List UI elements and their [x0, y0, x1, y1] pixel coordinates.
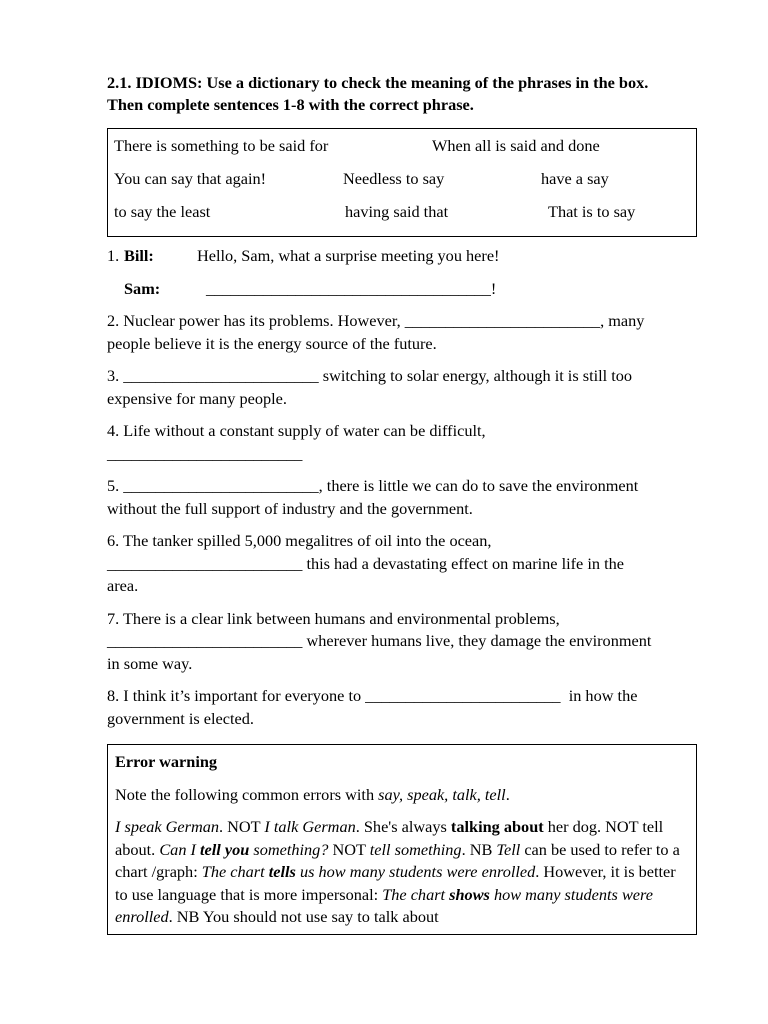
bill-line: Hello, Sam, what a surprise meeting you here! — [197, 246, 500, 265]
example-text: tells — [268, 862, 296, 881]
answer-blank[interactable]: ___________________________________! — [206, 279, 497, 298]
example-text: . NB — [461, 839, 497, 859]
example-text: NOT — [328, 839, 370, 859]
title-line-2: Then complete sentences 1-8 with the correct phrase. — [107, 95, 474, 114]
question-line: people believe it is the energy source of the future. — [107, 333, 437, 353]
question-4 — [107, 420, 697, 465]
question-line: 5. ________________________, there is little we can do to save the environment — [107, 476, 639, 495]
question-line: in some way. — [107, 653, 193, 673]
example-text: shows — [449, 884, 490, 904]
question-line: 3. ________________________ switching to solar energy, although it is still too — [107, 366, 633, 385]
question-line: government is elected. — [107, 708, 254, 728]
question-line: 8. I think it’s important for everyone to ________________________ in how the — [107, 686, 638, 705]
title-line-1: 2.1. IDIOMS: Use a dictionary to check the meaning of the phrases in the box. — [107, 73, 649, 92]
question-line: 7. There is a clear link between humans and environmental problems, — [107, 608, 560, 628]
worksheet-page — [107, 72, 697, 935]
example-text: . However, it is better to use language that is more impersonal: — [115, 862, 676, 904]
example-text: something? — [249, 839, 329, 859]
question-8 — [107, 685, 697, 730]
error-examples — [115, 816, 688, 929]
question-2 — [107, 310, 697, 355]
example-text: her dog. NOT tell about. — [115, 817, 664, 859]
example-text: how many students were enrolled — [115, 884, 653, 926]
example-text: can be used to refer to a chart /graph: — [115, 839, 680, 881]
question-line: ________________________ wherever humans live, they damage the environment — [107, 631, 652, 650]
note-end: . — [505, 784, 510, 804]
phrase-5: have a say — [541, 169, 609, 188]
answer-blank[interactable]: ________________________ — [107, 443, 303, 463]
question-7 — [107, 608, 697, 676]
example-text: talking about — [450, 817, 544, 836]
example-text: Tell — [496, 839, 521, 859]
speaker-bill: Bill: — [124, 246, 154, 265]
speaker-sam: Sam: — [124, 279, 161, 298]
error-note — [115, 784, 688, 807]
note-text: Note the following common errors with — [115, 784, 379, 804]
example-text: The chart — [201, 862, 269, 881]
error-warning-box — [107, 744, 697, 935]
example-text: tell you — [200, 839, 250, 859]
example-text: I speak German — [115, 817, 219, 836]
phrase-3: You can say that again! — [114, 169, 267, 188]
example-text: I talk German — [264, 817, 356, 836]
question-line: without the full support of industry and the government. — [107, 498, 473, 518]
example-text: . She's always — [355, 817, 451, 836]
phrase-8: That is to say — [548, 202, 636, 221]
phrase-2: When all is said and done — [432, 136, 600, 155]
note-words: say, speak, talk, tell — [378, 784, 506, 804]
question-line: 2. Nuclear power has its problems. However, ________________________, many — [107, 311, 645, 330]
example-text: The chart — [382, 884, 450, 904]
phrase-7: having said that — [345, 202, 449, 221]
example-text: . NB You should not use say to talk about — [168, 907, 439, 926]
question-6 — [107, 530, 697, 598]
phrase-4: Needless to say — [343, 169, 445, 188]
example-text: . NOT — [219, 817, 265, 836]
phrase-6: to say the least — [114, 202, 211, 221]
question-line: 6. The tanker spilled 5,000 megalitres of oil into the ocean, — [107, 531, 492, 550]
phrase-1: There is something to be said for — [114, 136, 329, 155]
question-line: ________________________ this had a devastating effect on marine life in the — [107, 553, 624, 573]
question-5 — [107, 475, 697, 520]
dialogue-line-sam — [107, 278, 697, 300]
dialogue-line-bill — [107, 245, 697, 267]
example-text: Can I — [159, 839, 201, 859]
example-text: tell something — [369, 839, 462, 859]
exercise-title — [107, 72, 697, 116]
question-line: 4. Life without a constant supply of water can be difficult, — [107, 421, 486, 440]
question-1 — [107, 245, 697, 300]
question-number: 1. — [107, 246, 120, 265]
question-3 — [107, 365, 697, 410]
error-warning-heading: Error warning — [115, 752, 218, 771]
question-line: expensive for many people. — [107, 388, 287, 408]
phrase-box — [107, 128, 697, 237]
example-text: us how many students were enrolled — [295, 862, 536, 881]
question-line: area. — [107, 576, 139, 595]
